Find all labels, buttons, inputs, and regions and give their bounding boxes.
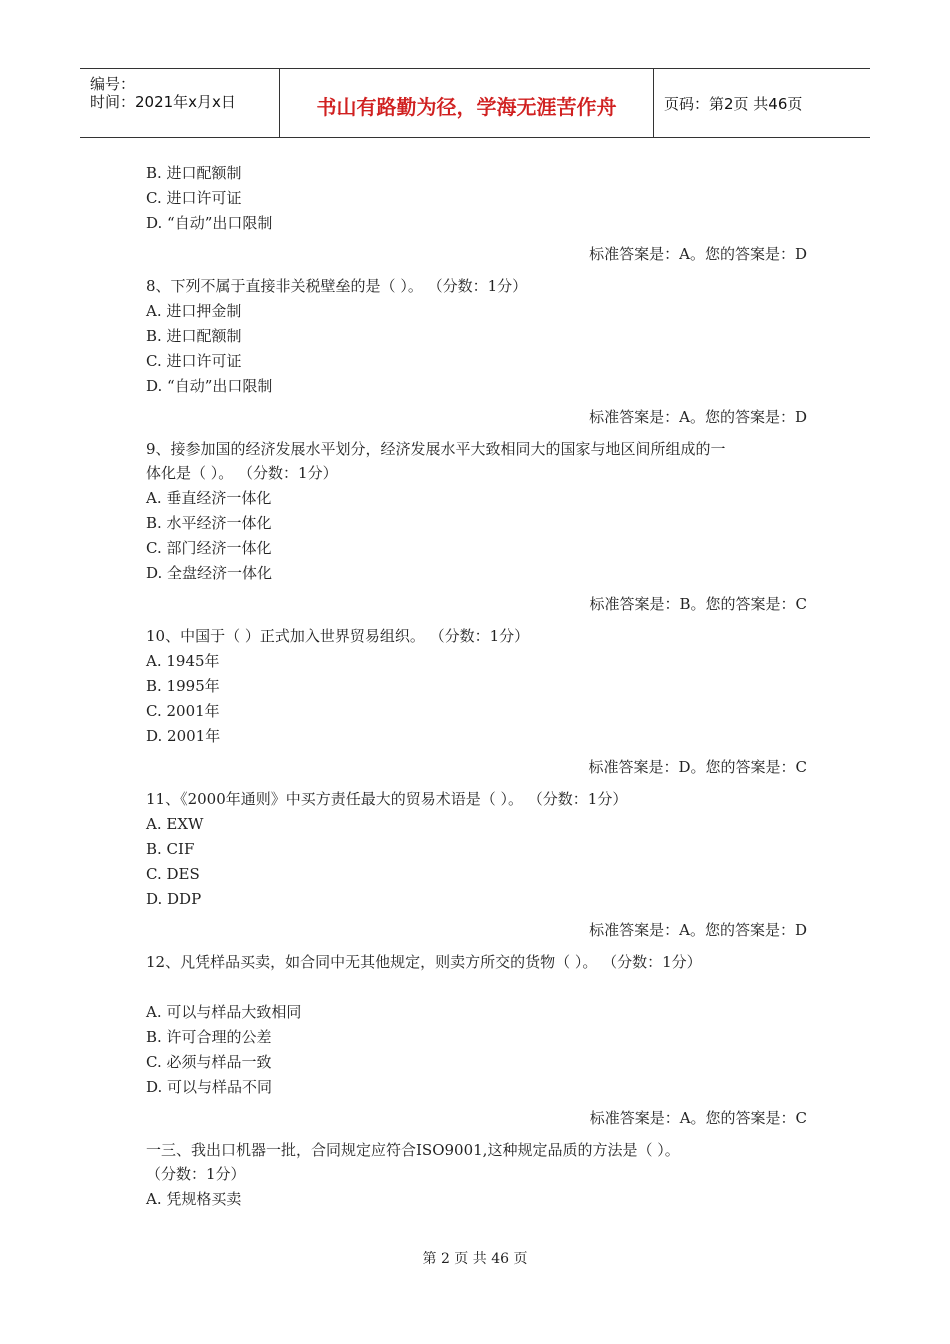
option-line: D. 全盘经济一体化 [146, 564, 273, 582]
option-line: C. DES [146, 865, 200, 883]
question-line: 体化是（ ）。 （分数：1分） [146, 464, 338, 482]
question-line: 一三、我出口机器一批，合同规定应符合ISO9001,这种规定品质的方法是（ ）。 [146, 1141, 680, 1159]
answer-line: 标准答案是：A。您的答案是：C [589, 1109, 807, 1127]
question-line: 8、下列不属于直接非关税壁垒的是（ ）。 （分数：1分） [146, 277, 528, 295]
option-line: A. 1945年 [146, 652, 220, 670]
question-line: 9、接参加国的经济发展水平划分，经济发展水平大致相同大的国家与地区间所组成的一 [146, 440, 726, 458]
answer-line: 标准答案是：A。您的答案是：D [589, 921, 807, 939]
option-line: C. 必须与样品一致 [146, 1053, 272, 1071]
question-line: 10、中国于（ ）正式加入世界贸易组织。 （分数：1分） [146, 627, 530, 645]
question-line: 12、凡凭样品买卖，如合同中无其他规定，则卖方所交的货物（ ）。 （分数：1分） [146, 953, 702, 971]
question-line: 11、《2000年通则》中买方责任最大的贸易术语是（ ）。 （分数：1分） [146, 790, 628, 808]
option-line: A. EXW [146, 815, 204, 833]
option-line: A. 垂直经济一体化 [146, 489, 272, 507]
answer-line: 标准答案是：B。您的答案是：C [589, 595, 807, 613]
header-meta [80, 69, 280, 137]
option-line: B. CIF [146, 840, 195, 858]
option-line: A. 凭规格买卖 [146, 1190, 242, 1208]
date-line: 时间：2021年x月x日 [90, 93, 236, 111]
answer-line: 标准答案是：D。您的答案是：C [588, 758, 807, 776]
option-line: D. 2001年 [146, 727, 221, 745]
option-line: D. 可以与样品不同 [146, 1078, 273, 1096]
answer-line: 标准答案是：A。您的答案是：D [589, 245, 807, 263]
option-line: B. 进口配额制 [146, 164, 242, 182]
option-line: B. 进口配额制 [146, 327, 242, 345]
option-line: C. 进口许可证 [146, 352, 242, 370]
motto: 书山有路勤为径，学海无涯苦作舟 [280, 69, 654, 137]
serial-label: 编号： [90, 75, 136, 93]
option-line: A. 可以与样品大致相同 [146, 1003, 302, 1021]
question-line: （分数：1分） [146, 1165, 246, 1183]
option-line: B. 许可合理的公差 [146, 1028, 272, 1046]
option-line: A. 进口押金制 [146, 302, 242, 320]
page-footer: 第 2 页 共 46 页 [422, 1251, 528, 1267]
page-header [80, 68, 870, 138]
option-line: B. 1995年 [146, 677, 220, 695]
option-line: C. 进口许可证 [146, 189, 242, 207]
answer-line: 标准答案是：A。您的答案是：D [589, 408, 807, 426]
option-line: D. DDP [146, 890, 202, 908]
page-info: 页码：第2页 共46页 [664, 94, 803, 113]
option-line: D. “自动”出口限制 [146, 214, 273, 232]
option-line: C. 2001年 [146, 702, 220, 720]
option-line: C. 部门经济一体化 [146, 539, 272, 557]
option-line: B. 水平经济一体化 [146, 514, 272, 532]
option-line: D. “自动”出口限制 [146, 377, 273, 395]
